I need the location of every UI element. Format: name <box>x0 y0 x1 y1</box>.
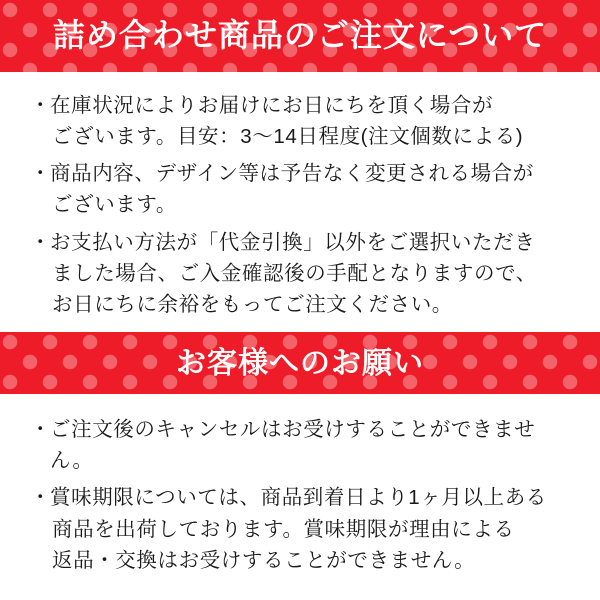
list-item-line: ました場合、ご入金確認後の手配となりますので、 <box>52 261 537 285</box>
list-item-line: お支払い方法が「代金引換」以外をご選択いただき <box>50 230 536 254</box>
list-item <box>30 414 576 476</box>
bullet-icon: ・ <box>30 162 51 186</box>
list-item-line: 賞味期限については、商品到着日より1ヶ月以上ある <box>50 486 547 510</box>
list-item <box>30 482 576 575</box>
section-1-body <box>0 72 600 332</box>
section-2-body <box>0 394 600 588</box>
list-item-line: ございます。目安：3〜14日程度(注文個数による) <box>52 125 524 149</box>
list-item-text <box>50 482 576 575</box>
section-1-heading: 詰め合わせ商品のご注文について <box>52 17 548 54</box>
section-2-banner <box>0 332 600 394</box>
bullet-icon: ・ <box>30 230 51 254</box>
list-item-text <box>50 90 576 152</box>
list-item-text <box>50 158 576 220</box>
list-item <box>30 158 576 220</box>
list-item-line: ございます。 <box>52 193 177 217</box>
bullet-icon: ・ <box>30 418 51 442</box>
section-1-list <box>30 90 576 320</box>
bullet-icon: ・ <box>30 94 51 117</box>
section-1-banner <box>0 0 600 72</box>
section-2-heading: お客様へのお願い <box>176 346 424 380</box>
list-item-line: 在庫状況によりお届けにお日にちを頂く場合が <box>50 94 494 117</box>
list-item-line: 商品を出荷しております。賞味期限が理由による <box>52 517 515 541</box>
list-item <box>30 227 576 320</box>
list-item-text <box>50 227 576 320</box>
bullet-icon: ・ <box>30 486 51 510</box>
list-item-line: お日にちに余裕をもってご注文ください。 <box>52 292 453 316</box>
list-item <box>30 90 576 152</box>
list-item-line: 返品・交換はお受けすることができません。 <box>52 548 476 572</box>
list-item-line: 商品内容、デザイン等は予告なく変更される場合が <box>50 162 534 186</box>
list-item-text <box>50 414 576 476</box>
section-2-list <box>30 414 576 576</box>
list-item-line: ご注文後のキャンセルはお受けすることができません。 <box>50 418 536 473</box>
